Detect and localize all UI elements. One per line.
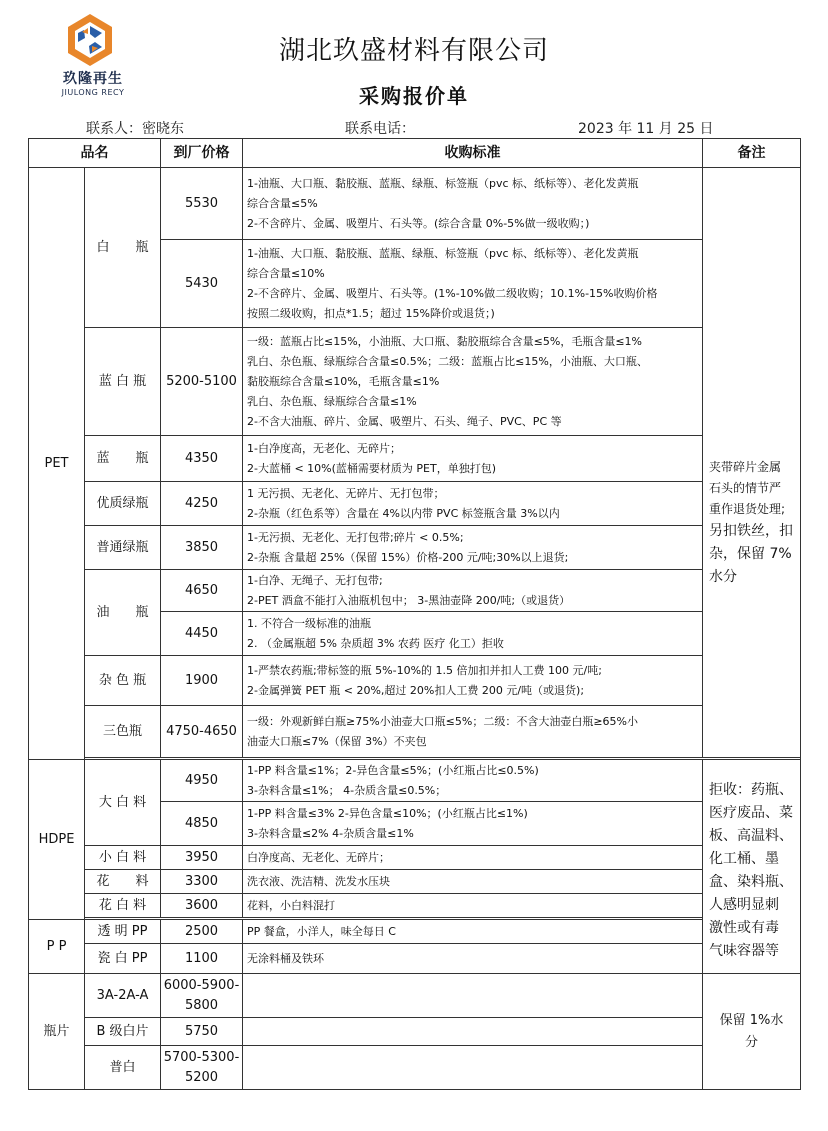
group-pet: PET [29,168,85,760]
col-header-note: 备注 [703,139,801,168]
standard-cell: 花料，小白料混打 [243,894,703,918]
price-cell: 4450 [161,612,243,656]
standard-cell [243,1046,703,1090]
price-cell: 3300 [161,870,243,894]
standard-cell: 1-PP 料含量≤1%；2-异色含量≤5%；(小红瓶占比≤0.5%) 3-杂料含量≤1%； 4-杂质含量≤0.5%； [243,760,703,802]
group-hdpe: HDPE [29,760,85,920]
note-hdpe-pp: 拒收：药瓶、 医疗废品、菜 板、高温料、 化工桶、墨 盒、染料瓶、 人感明显刺 激性或有毒 气味容器等 [703,760,801,974]
price-cell: 5700-5300- 5200 [161,1046,243,1090]
price-cell: 3600 [161,894,243,918]
product-green-normal: 普通绿瓶 [85,526,161,570]
standard-cell: 1. 不符合一级标准的油瓶 2. （金属瓶超 5% 杂质超 3% 农药 医疗 化工）拒收 [243,612,703,656]
quote-date: 2023 年 11 月 25 日 [578,121,714,137]
table-row [29,570,801,612]
price-cell: 3950 [161,846,243,870]
product-oil-bottle: 油 瓶 [85,570,161,656]
standard-cell: 一级：外观新鲜白瓶≥75%小油壶大口瓶≤5%；二级：不含大油壶白瓶≥65%小 油壶大口瓶≤7%（保留 3%）不夹包 [243,706,703,758]
product-small-white: 小 白 料 [85,846,161,870]
price-cell: 4950 [161,760,243,802]
product-mixed-bottle: 杂 色 瓶 [85,656,161,706]
price-cell: 1900 [161,656,243,706]
note-flake: 保留 1%水 分 [703,974,801,1090]
company-name: 湖北玖盛材料有限公司 [278,36,549,66]
table-row [29,656,801,706]
standard-cell: 1-PP 料含量≤3% 2-异色含量≤10%；(小红瓶占比≤1%) 3-杂料含量≤2% 4-杂质含量≤1% [243,802,703,846]
product-blue-bottle: 蓝 瓶 [85,436,161,482]
standard-cell: PP 餐盒，小洋人，味全每日 C [243,920,703,944]
table-row [29,526,801,570]
price-cell: 4850 [161,802,243,846]
col-header-price: 到厂价格 [161,139,243,168]
standard-cell: 一级：蓝瓶占比≤15%，小油瓶、大口瓶、黏胶瓶综合含量≤5%，毛瓶含量≤1% 乳白、杂色瓶、绿瓶综合含量≤0.5%；二级：蓝瓶占比≤15%，小油瓶、大口瓶、 黏胶瓶综合含量≤10%，毛瓶含量≤1% 乳白、杂色瓶、绿瓶综合含量≤1% 2-不含大油瓶、碎片、金属、吸塑片、石头、绳子、PVC、PC 等 [243,328,703,436]
table-row [29,1018,801,1046]
product-big-white: 大 白 料 [85,760,161,846]
product-tricolor-bottle: 三色瓶 [85,706,161,758]
standard-cell: 1 无污损、无老化、无碎片、无打包带； 2-杂瓶（红色系等）含量在 4%以内带 PVC 标签瓶含量 3%以内 [243,482,703,526]
standard-cell: 1-严禁农药瓶;带标签的瓶 5%-10%的 1.5 倍加扣并扣人工费 100 元/吨; 2-金属弹簧 PET 瓶 < 20%,超过 20%扣人工费 200 元/吨（或退货); [243,656,703,706]
brand-name-en: JIULONG RECY [61,88,125,97]
standard-cell: 1-油瓶、大口瓶、黏胶瓶、蓝瓶、绿瓶、标签瓶（pvc 标、纸标等）、老化发黄瓶 综合含量≤10% 2-不含碎片、金属、吸塑片、石头等。(1%-10%做二级收购；10.1%-15%收购价格 按照二级收购，扣点*1.5；超过 15%降价或退货；) [243,240,703,328]
price-cell: 5750 [161,1018,243,1046]
table-row [29,760,801,802]
table-row [29,706,801,758]
price-cell: 1100 [161,944,243,974]
product-flake-c: 普白 [85,1046,161,1090]
product-flake-a: 3A-2A-A [85,974,161,1018]
product-flower: 花 料 [85,870,161,894]
price-cell: 5530 [161,168,243,240]
standard-cell: 洗衣液、洗洁精、洗发水压块 [243,870,703,894]
standard-cell: 无涂料桶及铁环 [243,944,703,974]
standard-cell: 1-白净度高，无老化、无碎片； 2-大蓝桶 < 10%(蓝桶需要材质为 PET，单独打包) [243,436,703,482]
price-cell: 4750-4650 [161,706,243,758]
table-row [29,482,801,526]
document-title: 采购报价单 [359,84,469,108]
product-pp-clear: 透 明 PP [85,920,161,944]
table-row [29,846,801,870]
contact-person: 联系人：密晓东 [86,121,184,137]
col-header-standard: 收购标准 [243,139,703,168]
standard-cell: 白净度高、无老化、无碎片； [243,846,703,870]
price-cell: 4350 [161,436,243,482]
table-header-row [29,139,801,168]
product-white-bottle: 白 瓶 [85,168,161,328]
product-flake-b: B 级白片 [85,1018,161,1046]
table-row [29,944,801,974]
quote-table [28,138,801,1090]
table-row [29,920,801,944]
price-cell: 6000-5900- 5800 [161,974,243,1018]
price-cell: 3850 [161,526,243,570]
col-header-name: 品名 [29,139,161,168]
price-cell: 4650 [161,570,243,612]
table-row [29,870,801,894]
standard-cell [243,1018,703,1046]
price-cell: 4250 [161,482,243,526]
price-cell: 5200-5100 [161,328,243,436]
document-header [0,0,828,140]
group-flake: 瓶片 [29,974,85,1090]
table-row [29,1046,801,1090]
standard-cell: 1-无污损、无老化、无打包带;碎片 < 0.5%; 2-杂瓶 含量超 25%（保留 15%）价格-200 元/吨;30%以上退货; [243,526,703,570]
product-flower-white: 花 白 料 [85,894,161,918]
product-pp-porcelain: 瓷 白 PP [85,944,161,974]
table-row [29,974,801,1018]
standard-cell: 1-油瓶、大口瓶、黏胶瓶、蓝瓶、绿瓶、标签瓶（pvc 标、纸标等）、老化发黄瓶 综合含量≤5% 2-不含碎片、金属、吸塑片、石头等。(综合含量 0%-5%做一级收购；) [243,168,703,240]
table-row [29,894,801,918]
table-row [29,328,801,436]
price-cell: 2500 [161,920,243,944]
contact-phone-label: 联系电话： [345,121,415,137]
product-blue-white-bottle: 蓝 白 瓶 [85,328,161,436]
standard-cell: 1-白净、无绳子、无打包带; 2-PET 酒盒不能打入油瓶机包中； 3-黑油壶降 200/吨;（或退货） [243,570,703,612]
table-row [29,168,801,240]
note-pet: 夹带碎片金属 石头的情节严 重作退货处理; 另扣铁丝，扣 杂，保留 7% 水分 [703,168,801,758]
product-green-quality: 优质绿瓶 [85,482,161,526]
group-pp: P P [29,920,85,974]
standard-cell [243,974,703,1018]
brand-name: 玖隆再生 [63,71,123,87]
price-cell: 5430 [161,240,243,328]
table-row [29,436,801,482]
